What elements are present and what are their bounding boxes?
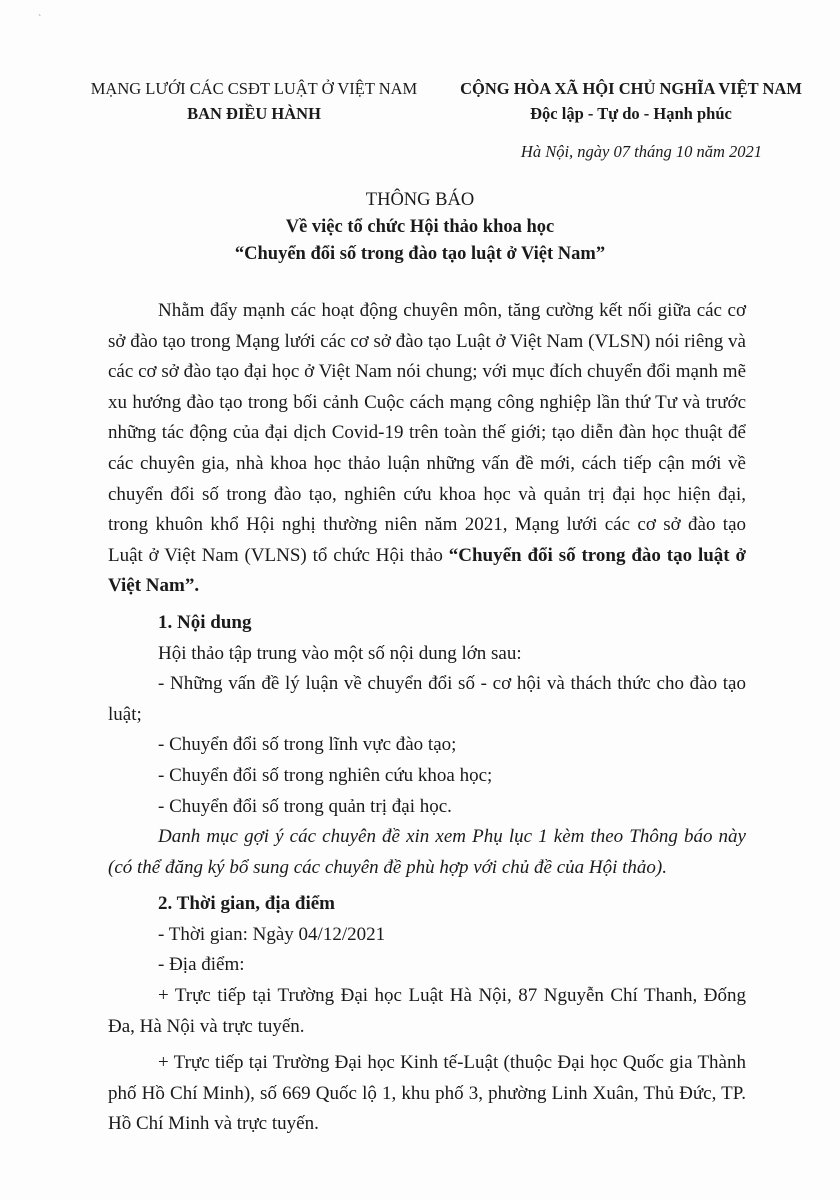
title-topic: “Chuyển đổi số trong đào tạo luật ở Việt Nam” xyxy=(234,244,606,264)
list-item: - Chuyển đổi số trong nghiên cứu khoa học; xyxy=(158,764,493,786)
intro-text: Nhằm đẩy mạnh các hoạt động chuyên môn, tăng cường kết nối giữa các cơ sở đào tạo trong Mạng lưới các cơ sở đào tạo Luật ở Việt Nam (VLSN) nói riêng và các cơ sở đào tạo đại học ở Việt Nam nói chung; với mục đích chuyển đổi mạnh mẽ xu hướng đào tạo trong bối cảnh Cuộc cách mạng công nghiệp lần thứ Tư và trước những tác động của đại dịch Covid-19 trên toàn thế giới; tạo diễn đàn học thuật để các chuyên gia, nhà khoa học thảo luận những vấn đề mới, cách tiếp cận mới về chuyển đổi số trong đào tạo, nghiên cứu khoa học và quản trị đại học hiện đại, trong khuôn khổ Hội nghị thường niên năm 2021, Mạng lưới các cơ sở đào tạo Luật ở Việt Nam (VLNS) tổ chức Hội thảo xyxy=(108,300,746,566)
list-item: - Chuyển đổi số trong quản trị đại học. xyxy=(158,795,452,817)
event-place-label: - Địa điểm: xyxy=(158,954,245,976)
section2-heading: 2. Thời gian, địa điểm xyxy=(158,893,335,915)
list-item: - Chuyển đổi số trong lĩnh vực đào tạo; xyxy=(158,734,457,756)
venue-item: + Trực tiếp tại Trường Đại học Luật Hà Nội, 87 Nguyễn Chí Thanh, Đống Đa, Hà Nội và trực tuyến. xyxy=(108,985,746,1037)
title-subject: Về việc tổ chức Hội thảo khoa học xyxy=(285,217,555,237)
intro-paragraph xyxy=(108,296,746,602)
national-motto-block xyxy=(440,76,822,126)
list-item: - Những vấn đề lý luận về chuyển đổi số - cơ hội và thách thức cho đào tạo luật; xyxy=(108,673,746,725)
motto: Độc lập - Tự do - Hạnh phúc xyxy=(530,104,732,123)
issue-date: Hà Nội, ngày 07 tháng 10 năm 2021 xyxy=(520,142,762,161)
section1-heading: 1. Nội dung xyxy=(158,611,252,633)
venue-item: + Trực tiếp tại Trường Đại học Kinh tế-Luật (thuộc Đại học Quốc gia Thành phố Hồ Chí Minh), số 669 Quốc lộ 1, khu phố 3, phường Linh Xuân, Thủ Đức, TP. Hồ Chí Minh và trực tuyến. xyxy=(108,1052,746,1135)
issuer-name: MẠNG LƯỚI CÁC CSĐT LUẬT Ở VIỆT NAM xyxy=(90,79,418,98)
issuer-block xyxy=(68,76,440,126)
issuer-board: BAN ĐIỀU HÀNH xyxy=(187,104,321,123)
event-time: - Thời gian: Ngày 04/12/2021 xyxy=(158,923,386,945)
document-body xyxy=(108,296,746,1140)
document-title xyxy=(0,187,840,268)
title-type: THÔNG BÁO xyxy=(365,190,475,210)
country-name: CỘNG HÒA XÃ HỘI CHỦ NGHĨA VIỆT NAM xyxy=(460,79,802,98)
section1-note: Danh mục gợi ý các chuyên đề xin xem Phụ lục 1 kèm theo Thông báo này (có thể đăng ký bổ sung các chuyên đề phù hợp với chủ đề của Hội thảo). xyxy=(108,826,746,878)
section1-lead: Hội thảo tập trung vào một số nội dung lớn sau: xyxy=(158,642,522,664)
scan-mark: ˋ xyxy=(38,14,42,25)
intro-bold-title: “Chuyển đổi số trong đào tạo luật ở Việt Nam”. xyxy=(108,544,747,597)
